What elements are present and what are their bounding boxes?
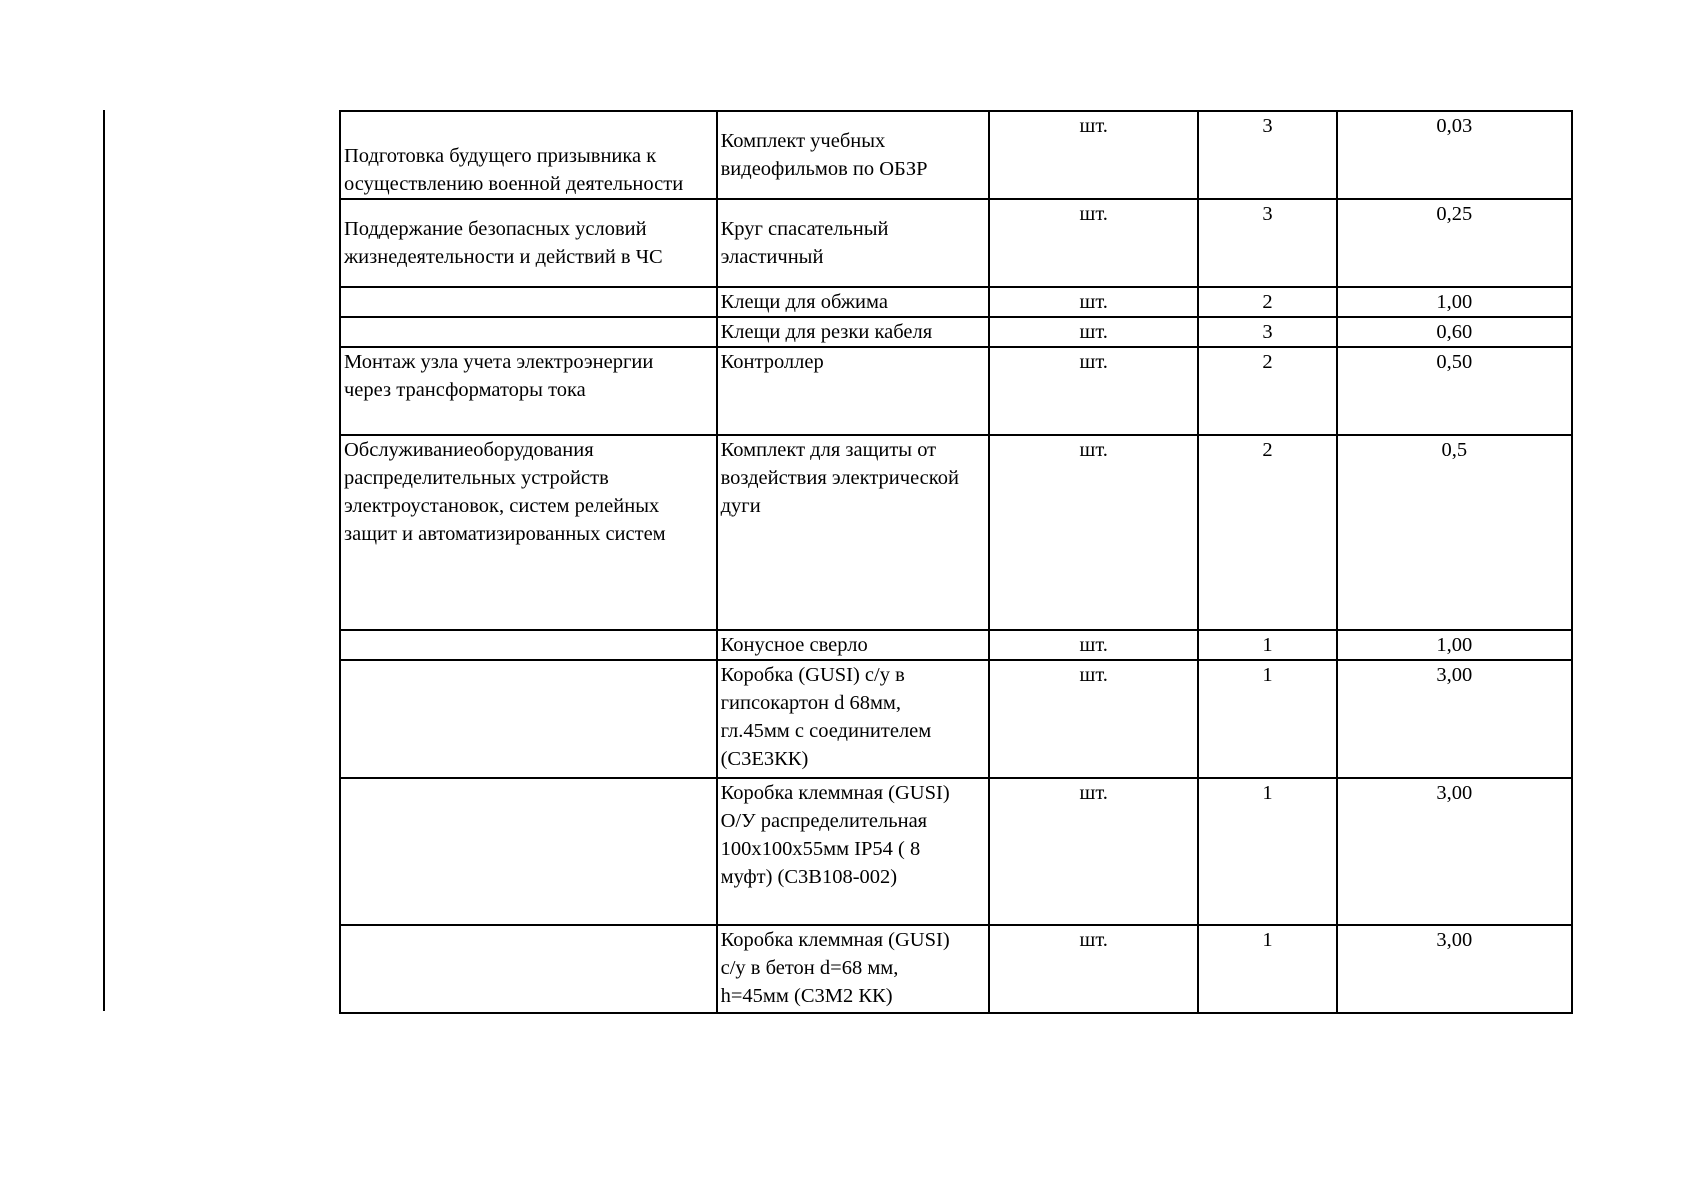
table-row <box>340 435 1572 630</box>
equipment-name-cell: Коробка (GUSI) с/у в гипсокартон d 68мм, гл.45мм с соединителем (С3Е3КК) <box>717 660 989 778</box>
quantity-cell: 2 <box>1198 287 1336 317</box>
value-cell: 0,5 <box>1337 435 1572 630</box>
value-cell: 3,00 <box>1337 778 1572 925</box>
quantity-cell: 3 <box>1198 111 1336 199</box>
table-row <box>340 199 1572 287</box>
equipment-name-cell: Коробка клеммная (GUSI) О/У распределительная 100х100х55мм IP54 ( 8 муфт) (С3В108-002) <box>717 778 989 925</box>
value-cell: 3,00 <box>1337 925 1572 1013</box>
value-cell: 3,00 <box>1337 660 1572 778</box>
table-row <box>340 287 1572 317</box>
competency-cell: Обслуживаниеоборудования распределительных устройств электроустановок, систем релейных защит и автоматизированных систем <box>340 435 717 630</box>
equipment-name-cell: Комплект учебных видеофильмов по ОБЗР <box>717 111 989 199</box>
competency-cell <box>340 630 717 660</box>
quantity-cell: 2 <box>1198 347 1336 435</box>
quantity-cell: 1 <box>1198 630 1336 660</box>
competency-cell <box>340 778 717 925</box>
equipment-name-cell: Клещи для обжима <box>717 287 989 317</box>
equipment-table <box>339 110 1573 1014</box>
unit-cell: шт. <box>989 778 1198 925</box>
table-row <box>340 660 1572 778</box>
value-cell: 0,03 <box>1337 111 1572 199</box>
unit-cell: шт. <box>989 630 1198 660</box>
equipment-name-cell: Коробка клеммная (GUSI) с/у в бетон d=68 мм, h=45мм (С3М2 КК) <box>717 925 989 1013</box>
table-row <box>340 317 1572 347</box>
competency-cell: Поддержание безопасных условий жизнедеятельности и действий в ЧС <box>340 199 717 287</box>
value-cell: 0,25 <box>1337 199 1572 287</box>
quantity-cell: 3 <box>1198 317 1336 347</box>
table-row <box>340 111 1572 199</box>
unit-cell: шт. <box>989 287 1198 317</box>
unit-cell: шт. <box>989 347 1198 435</box>
quantity-cell: 1 <box>1198 660 1336 778</box>
competency-cell: Подготовка будущего призывника к осуществлению военной деятельности <box>340 111 717 199</box>
equipment-name-cell: Круг спасательный эластичный <box>717 199 989 287</box>
quantity-cell: 1 <box>1198 778 1336 925</box>
table-row <box>340 925 1572 1013</box>
value-cell: 1,00 <box>1337 630 1572 660</box>
competency-cell <box>340 660 717 778</box>
value-cell: 0,50 <box>1337 347 1572 435</box>
equipment-name-cell: Комплект для защиты от воздействия электрической дуги <box>717 435 989 630</box>
equipment-name-cell: Контроллер <box>717 347 989 435</box>
unit-cell: шт. <box>989 317 1198 347</box>
table-row <box>340 778 1572 925</box>
quantity-cell: 1 <box>1198 925 1336 1013</box>
unit-cell: шт. <box>989 199 1198 287</box>
unit-cell: шт. <box>989 435 1198 630</box>
value-cell: 0,60 <box>1337 317 1572 347</box>
margin-line <box>103 110 105 1011</box>
table-row <box>340 347 1572 435</box>
table-row <box>340 630 1572 660</box>
competency-cell: Монтаж узла учета электроэнергии через трансформаторы тока <box>340 347 717 435</box>
quantity-cell: 3 <box>1198 199 1336 287</box>
competency-cell <box>340 925 717 1013</box>
quantity-cell: 2 <box>1198 435 1336 630</box>
competency-cell <box>340 317 717 347</box>
value-cell: 1,00 <box>1337 287 1572 317</box>
competency-cell <box>340 287 717 317</box>
unit-cell: шт. <box>989 925 1198 1013</box>
unit-cell: шт. <box>989 111 1198 199</box>
equipment-name-cell: Клещи для резки кабеля <box>717 317 989 347</box>
equipment-name-cell: Конусное сверло <box>717 630 989 660</box>
unit-cell: шт. <box>989 660 1198 778</box>
